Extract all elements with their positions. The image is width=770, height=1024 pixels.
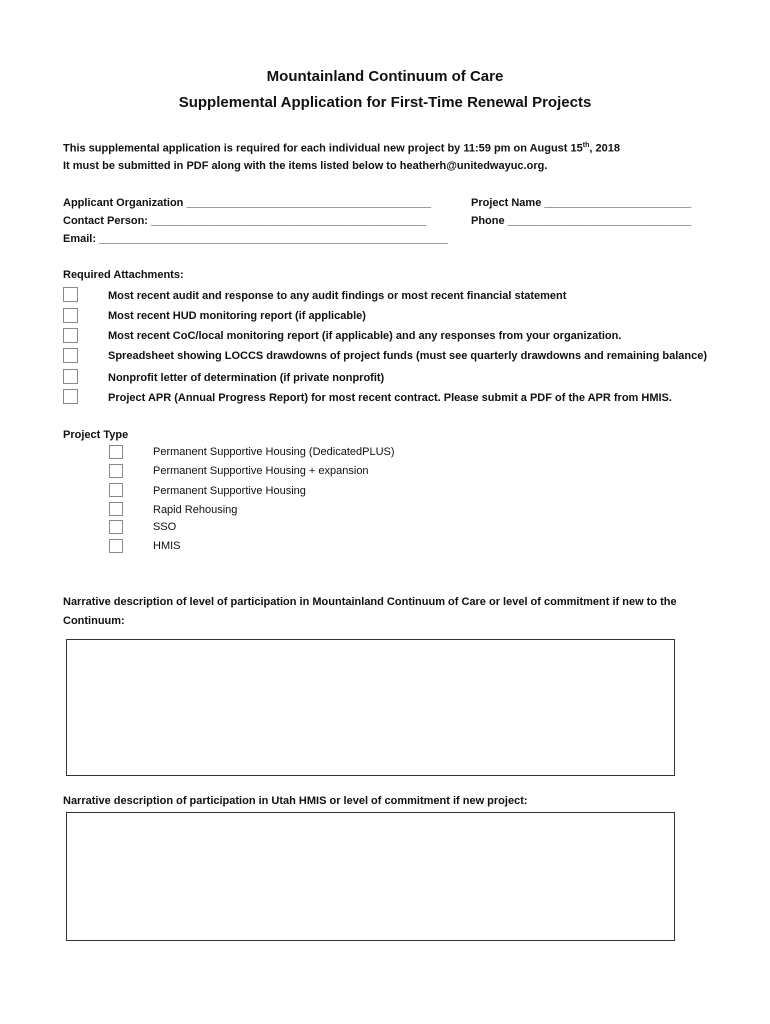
attachment-label-1: Most recent audit and response to any audit findings or most recent financial statement — [108, 290, 567, 302]
attachment-label-4: Spreadsheet showing LOCCS drawdowns of project funds (must see quarterly drawdowns and remaining balance) — [108, 350, 707, 362]
project-type-heading: Project Type — [63, 429, 129, 441]
attachment-label-6: Project APR (Annual Progress Report) for most recent contract. Please submit a PDF of the APR from HMIS. — [108, 392, 672, 404]
narrative-1-label-line-2: Continuum: — [63, 615, 125, 627]
project-type-checkbox-6[interactable] — [109, 539, 123, 553]
intro-line-1-start: This supplemental application is required for each individual new project by 11:59 pm on August 15 — [63, 142, 583, 155]
project-type-checkbox-1[interactable] — [109, 445, 123, 459]
attachment-label-3: Most recent CoC/local monitoring report (if applicable) and any responses from your organization. — [108, 330, 622, 342]
attachment-label-5: Nonprofit letter of determination (if private nonprofit) — [108, 372, 385, 384]
project-type-label-2: Permanent Supportive Housing + expansion — [153, 465, 369, 477]
project-type-checkbox-3[interactable] — [109, 483, 123, 497]
project-type-label-3: Permanent Supportive Housing — [153, 485, 306, 497]
project-type-label-5: SSO — [153, 521, 177, 533]
attachment-checkbox-5[interactable] — [63, 369, 78, 384]
project-type-label-4: Rapid Rehousing — [153, 504, 238, 516]
email-field[interactable]: Email: _________________________________________________________ — [63, 233, 448, 245]
attachment-checkbox-6[interactable] — [63, 389, 78, 404]
attachments-heading: Required Attachments: — [63, 269, 184, 281]
narrative-1-label-line-1: Narrative description of level of participation in Mountainland Continuum of Care or level of commitment if new to the — [63, 596, 677, 608]
narrative-2-textarea[interactable] — [66, 812, 675, 941]
applicant-organization-field[interactable]: Applicant Organization ________________________________________ — [63, 197, 432, 209]
narrative-1-textarea[interactable] — [66, 639, 675, 776]
attachment-label-2: Most recent HUD monitoring report (if applicable) — [108, 310, 366, 322]
attachment-checkbox-2[interactable] — [63, 308, 78, 323]
project-type-label-6: HMIS — [153, 540, 181, 552]
contact-person-field[interactable]: Contact Person: _____________________________________________ — [63, 215, 427, 227]
attachment-checkbox-1[interactable] — [63, 287, 78, 302]
project-type-checkbox-2[interactable] — [109, 464, 123, 478]
intro-line-2: It must be submitted in PDF along with the items listed below to heatherh@unitedwayuc.org. — [63, 160, 548, 172]
phone-field[interactable]: Phone ______________________________ — [471, 215, 692, 227]
project-type-checkbox-4[interactable] — [109, 502, 123, 516]
attachment-checkbox-3[interactable] — [63, 328, 78, 343]
form-subtitle: Supplemental Application for First-Time Renewal Projects — [178, 94, 592, 111]
narrative-2-label: Narrative description of participation in Utah HMIS or level of commitment if new project: — [63, 795, 528, 807]
project-name-field[interactable]: Project Name ________________________ — [471, 197, 692, 209]
intro-line-1-sup: th — [582, 142, 590, 149]
intro-line-1-end: , 2018 — [589, 142, 620, 155]
project-type-label-1: Permanent Supportive Housing (DedicatedPLUS) — [153, 446, 395, 458]
attachment-checkbox-4[interactable] — [63, 348, 78, 363]
project-type-checkbox-5[interactable] — [109, 520, 123, 534]
form-title: Mountainland Continuum of Care — [266, 68, 504, 85]
intro-line-1 — [63, 142, 620, 155]
